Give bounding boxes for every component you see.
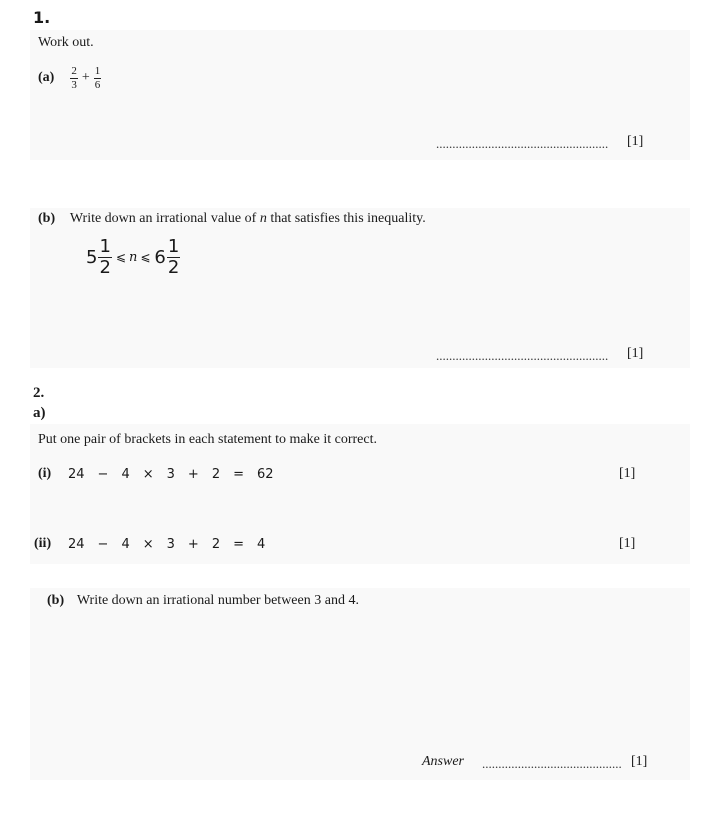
q2i-term-2: 4: [121, 466, 130, 482]
q2b-panel: [30, 588, 690, 780]
q2i-result: 62: [257, 466, 274, 482]
q1b-panel: [30, 208, 690, 368]
q1b-le-2: ⩽: [140, 250, 151, 264]
q2i-row: [38, 466, 274, 482]
q1b-prompt: Write down an irrational value of: [69, 211, 257, 226]
q1-instruction: Work out.: [38, 35, 94, 50]
q2-part-a-label: a): [33, 405, 46, 421]
q2ii-term-2: 4: [121, 536, 130, 552]
q2i-expression: [68, 467, 274, 482]
q2ii-op-3: +: [187, 536, 199, 552]
q1b-lower-denominator: 2: [99, 256, 111, 278]
q1b-prompt-row: [38, 211, 426, 227]
q2i-op-1: −: [97, 466, 109, 482]
q2i-op-2: ×: [142, 466, 154, 482]
q1b-lower-numerator: 1: [99, 235, 111, 257]
q1b-answer-line[interactable]: .....................................................: [436, 348, 609, 363]
q2i-term-4: 2: [211, 466, 221, 482]
q2i-marks: [1]: [619, 466, 636, 481]
q2i-equals: =: [233, 466, 245, 482]
q2ii-op-1: −: [97, 536, 109, 552]
q1b-marks: [1]: [627, 346, 644, 361]
q2b-prompt: Write down an irrational number between 3 and 4.: [76, 593, 359, 608]
q2ii-op-2: ×: [142, 536, 154, 552]
q1b-le-1: ⩽: [115, 250, 126, 264]
q2b-label: (b): [47, 593, 65, 608]
question-2-number: 2.: [33, 385, 45, 401]
q2ii-term-3: 3: [166, 536, 175, 552]
q1b-prompt-end: that satisfies this inequality.: [270, 211, 426, 226]
q1b-lower-whole: 5: [86, 246, 98, 268]
q1a-fraction-2: [94, 66, 102, 91]
q2i-term-1: 24: [68, 466, 85, 482]
q2ii-row: [34, 536, 265, 552]
q1a-plus: +: [81, 70, 90, 85]
q1b-var: n: [259, 211, 267, 226]
q1a-label: (a): [38, 70, 55, 85]
q1b-n: n: [128, 249, 138, 265]
q1a-frac1-denominator: 3: [71, 78, 77, 91]
q2ii-marks: [1]: [619, 536, 636, 551]
q1a-frac2-denominator: 6: [94, 78, 101, 91]
q2ii-equals: =: [233, 536, 245, 552]
q1b-label: (b): [38, 211, 56, 226]
q2b-row: [47, 593, 359, 609]
q2b-answer-line[interactable]: ...........................................: [482, 756, 622, 771]
q1a-marks: [1]: [627, 134, 644, 149]
q2-instruction: Put one pair of brackets in each statement to make it correct.: [38, 432, 377, 447]
question-1-number: 1.: [33, 8, 51, 27]
q2ii-term-4: 2: [211, 536, 221, 552]
q2ii-label: (ii): [34, 536, 52, 551]
q1a-fraction-1: [70, 66, 78, 91]
q2b-answer-label: Answer: [422, 754, 464, 769]
q2ii-result: 4: [257, 536, 266, 552]
q1a-frac2-numerator: 1: [94, 64, 101, 77]
q2b-marks: [1]: [631, 754, 648, 769]
q1b-upper-denominator: 2: [167, 256, 180, 278]
q1a-frac1-numerator: 2: [71, 64, 77, 77]
q1b-upper-fraction: [167, 235, 180, 278]
q2i-label: (i): [38, 466, 52, 481]
q1b-lower-fraction: [98, 235, 111, 278]
q1a-row: [38, 64, 101, 92]
q1b-upper-whole: 6: [154, 246, 166, 268]
q1b-inequality: [86, 234, 180, 280]
q2i-op-3: +: [187, 466, 199, 482]
q2ii-expression: [68, 537, 265, 552]
q2ii-term-1: 24: [68, 536, 85, 552]
q2i-term-3: 3: [166, 466, 175, 482]
q1a-answer-line[interactable]: .....................................................: [436, 136, 609, 151]
q1b-upper-numerator: 1: [167, 235, 180, 257]
